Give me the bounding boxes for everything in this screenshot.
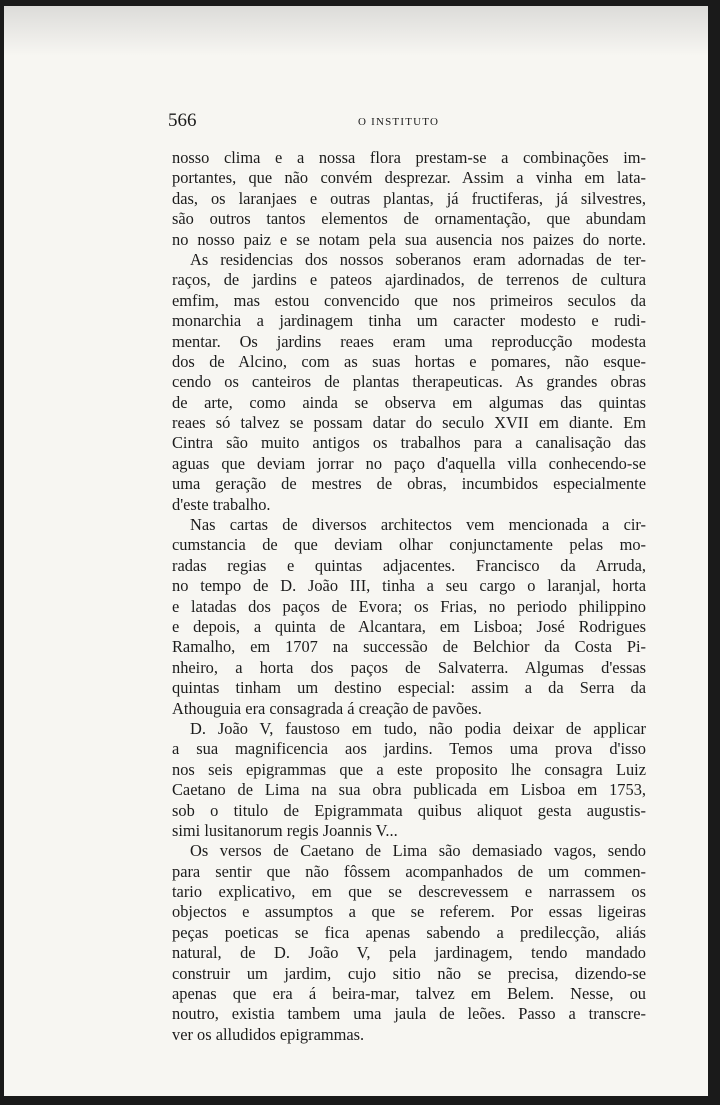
text-line: Cintra são muito antigos os trabalhos para a canalisação das xyxy=(172,433,646,453)
text-line: simi lusitanorum regis Joannis V... xyxy=(172,820,398,840)
text-line: raços, de jardins e pateos ajardinados, de terrenos de cultura xyxy=(172,270,646,290)
text-line: tario explicativo, em que se descrevessem e narrassem os xyxy=(172,882,646,902)
paragraph-4 xyxy=(172,719,646,841)
text-line: são outros tantos elementos de ornamentação, que abundam xyxy=(172,209,646,229)
book-page xyxy=(4,6,708,1096)
text-line: noutro, existia tambem uma jaula de leões. Passo a transcre- xyxy=(172,1004,646,1024)
text-line: nosso clima e a nossa flora prestam-se a combinações im- xyxy=(172,148,646,167)
text-line: cumstancia de que deviam olhar conjunctamente pelas mo- xyxy=(172,535,646,555)
text-line: nos seis epigrammas que a este proposito lhe consagra Luiz xyxy=(172,759,646,779)
text-line: natural, de D. João V, pela jardinagem, tendo mandado xyxy=(172,943,646,963)
running-head xyxy=(168,110,698,134)
text-line: no nosso paiz e se notam pela sua ausencia nos paizes do norte. xyxy=(172,229,646,249)
text-line: peças poeticas se fica apenas sabendo a predilecção, aliás xyxy=(172,922,646,942)
text-line: aguas que deviam jorrar no paço d'aquella villa conhecendo-se xyxy=(172,453,646,473)
text-line: a sua magnificencia aos jardins. Temos uma prova d'isso xyxy=(172,739,646,759)
text-line: apenas que era á beira-mar, talvez em Belem. Nesse, ou xyxy=(172,984,646,1004)
text-line: sob o titulo de Epigrammata quibus aliquot gesta augustis- xyxy=(172,800,646,820)
text-line: reaes só talvez se possam datar do seculo XVII em diante. Em xyxy=(172,413,646,433)
text-line: ver os alludidos epigrammas. xyxy=(172,1024,365,1044)
text-line: d'este trabalho. xyxy=(172,494,271,514)
text-line: Os versos de Caetano de Lima são demasiado vagos, sendo xyxy=(190,841,646,861)
text-line: As residencias dos nossos soberanos eram adornadas de ter- xyxy=(190,249,646,269)
text-line: monarchia a jardinagem tinha um caracter modesto e rudi- xyxy=(172,311,646,331)
scan-shadow xyxy=(4,6,708,56)
text-line: e depois, a quinta de Alcantara, em Lisboa; José Rodrigues xyxy=(172,616,646,636)
text-line: cendo os canteiros de plantas therapeuticas. As grandes obras xyxy=(172,372,646,392)
journal-title: O INSTITUTO xyxy=(358,116,440,128)
text-line: emfim, mas estou convencido que nos primeiros seculos da xyxy=(172,290,646,310)
text-line: no tempo de D. João III, tinha a seu cargo o laranjal, horta xyxy=(172,576,646,596)
text-line: nheiro, a horta dos paços de Salvaterra. Algumas d'essas xyxy=(172,657,646,677)
text-line: Nas cartas de diversos architectos vem mencionada a cir- xyxy=(190,515,646,535)
text-line: de arte, como ainda se observa em algumas das quintas xyxy=(172,392,646,412)
paragraph-1 xyxy=(172,148,646,250)
page-number: 566 xyxy=(168,110,197,131)
body-text xyxy=(172,148,646,1045)
text-line: uma geração de mestres de obras, incumbidos especialmente xyxy=(172,474,646,494)
text-line: Athouguia era consagrada á creação de pavões. xyxy=(172,698,482,718)
text-line: dos de Alcino, com as suas hortas e pomares, não esque- xyxy=(172,351,646,371)
text-line: portantes, que não convém desprezar. Assim a vinha em lata- xyxy=(172,168,646,188)
text-line: quintas tinham um destino especial: assim a da Serra da xyxy=(172,678,646,698)
text-line: radas regias e quintas adjacentes. Francisco da Arruda, xyxy=(172,555,646,575)
paragraph-3 xyxy=(172,515,646,719)
text-line: das, os laranjaes e outras plantas, já fructiferas, já silvestres, xyxy=(172,188,646,208)
text-line: construir um jardim, cujo sitio não se precisa, dizendo-se xyxy=(172,963,646,983)
paragraph-2 xyxy=(172,250,646,515)
text-line: Caetano de Lima na sua obra publicada em Lisboa em 1753, xyxy=(172,780,646,800)
text-line: mentar. Os jardins reaes eram uma reproducção modesta xyxy=(172,331,646,351)
text-line: D. João V, faustoso em tudo, não podia deixar de applicar xyxy=(190,718,646,738)
text-line: para sentir que não fôssem acompanhados de um commen- xyxy=(172,861,646,881)
paragraph-5 xyxy=(172,841,646,1045)
text-line: Ramalho, em 1707 na successão de Belchior da Costa Pi- xyxy=(172,637,646,657)
text-line: e latadas dos paços de Evora; os Frias, no periodo philippino xyxy=(172,596,646,616)
text-line: objectos e assumptos a que se referem. Por essas ligeiras xyxy=(172,902,646,922)
